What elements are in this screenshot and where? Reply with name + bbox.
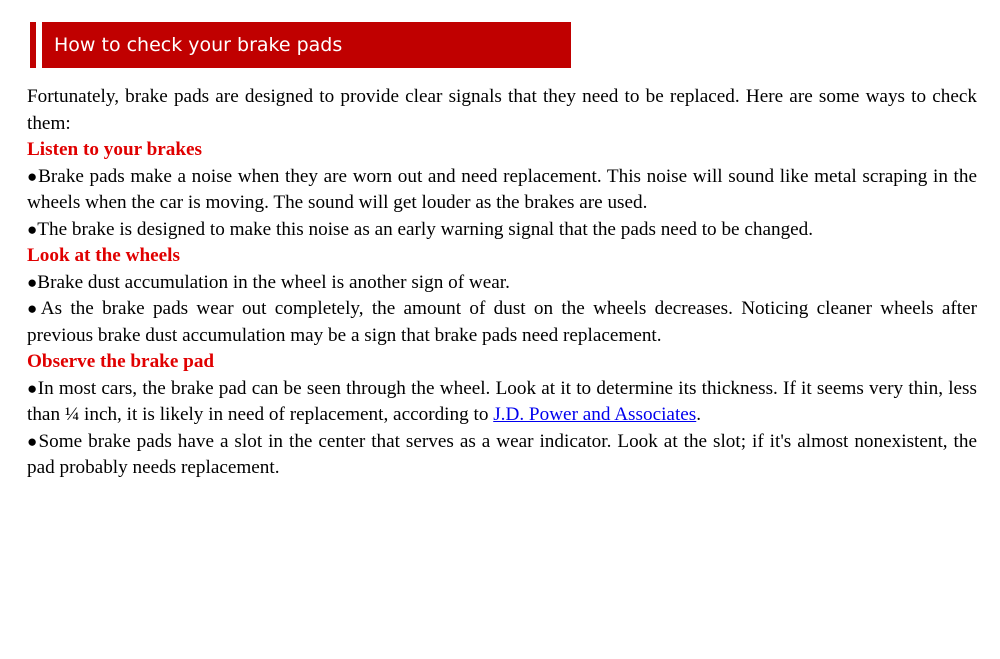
list-item bbox=[27, 270, 977, 297]
title-accent-bar bbox=[30, 22, 36, 68]
list-item bbox=[27, 217, 977, 244]
section-heading-wheels: Look at the wheels bbox=[27, 245, 180, 266]
list-item-text: The brake is designed to make this noise as an early warning signal that the pads need to be changed. bbox=[37, 218, 814, 240]
list-item bbox=[27, 164, 977, 217]
list-item-text-end: . bbox=[696, 404, 702, 425]
bullet-icon: ● bbox=[27, 378, 38, 398]
list-item-text: Some brake pads have a slot in the center that serves as a wear indicator. Look at the slot; if it's almost nonexistent, the pad probably needs replacement. bbox=[27, 430, 977, 478]
section-heading-listen: Listen to your brakes bbox=[27, 139, 203, 160]
bullet-icon: ● bbox=[27, 219, 38, 239]
list-item bbox=[27, 296, 977, 349]
intro-paragraph: Fortunately, brake pads are designed to provide clear signals that they need to be replaced. Here are some ways to check them: bbox=[27, 86, 977, 134]
bullet-icon: ● bbox=[27, 431, 39, 451]
slide-title: How to check your brake pads bbox=[42, 22, 571, 68]
slide-content bbox=[27, 84, 977, 482]
list-item-text: Brake dust accumulation in the wheel is another sign of wear. bbox=[37, 271, 510, 293]
list-item bbox=[27, 429, 977, 482]
list-item-text: As the brake pads wear out completely, the amount of dust on the wheels decreases. Noticing cleaner wheels after previous brake dust accumulation may be a sign that brake pads need replacement. bbox=[27, 298, 977, 346]
list-item-text: Brake pads make a noise when they are worn out and need replacement. This noise will sound like metal scraping in the wheels when the car is moving. The sound will get louder as the brakes are used. bbox=[27, 165, 977, 213]
list-item bbox=[27, 376, 977, 429]
bullet-icon: ● bbox=[27, 299, 41, 318]
list-item-text: In most cars, the brake pad can be seen through the wheel. Look at it to determine its thickness. If it seems very thin, less than ¼ inch, it is likely in need of replacement, according to bbox=[27, 377, 977, 425]
jd-power-link[interactable]: J.D. Power and Associates bbox=[493, 404, 697, 425]
bullet-icon: ● bbox=[27, 166, 39, 186]
bullet-icon: ● bbox=[27, 272, 38, 292]
section-heading-brake-pad: Observe the brake pad bbox=[27, 351, 215, 372]
